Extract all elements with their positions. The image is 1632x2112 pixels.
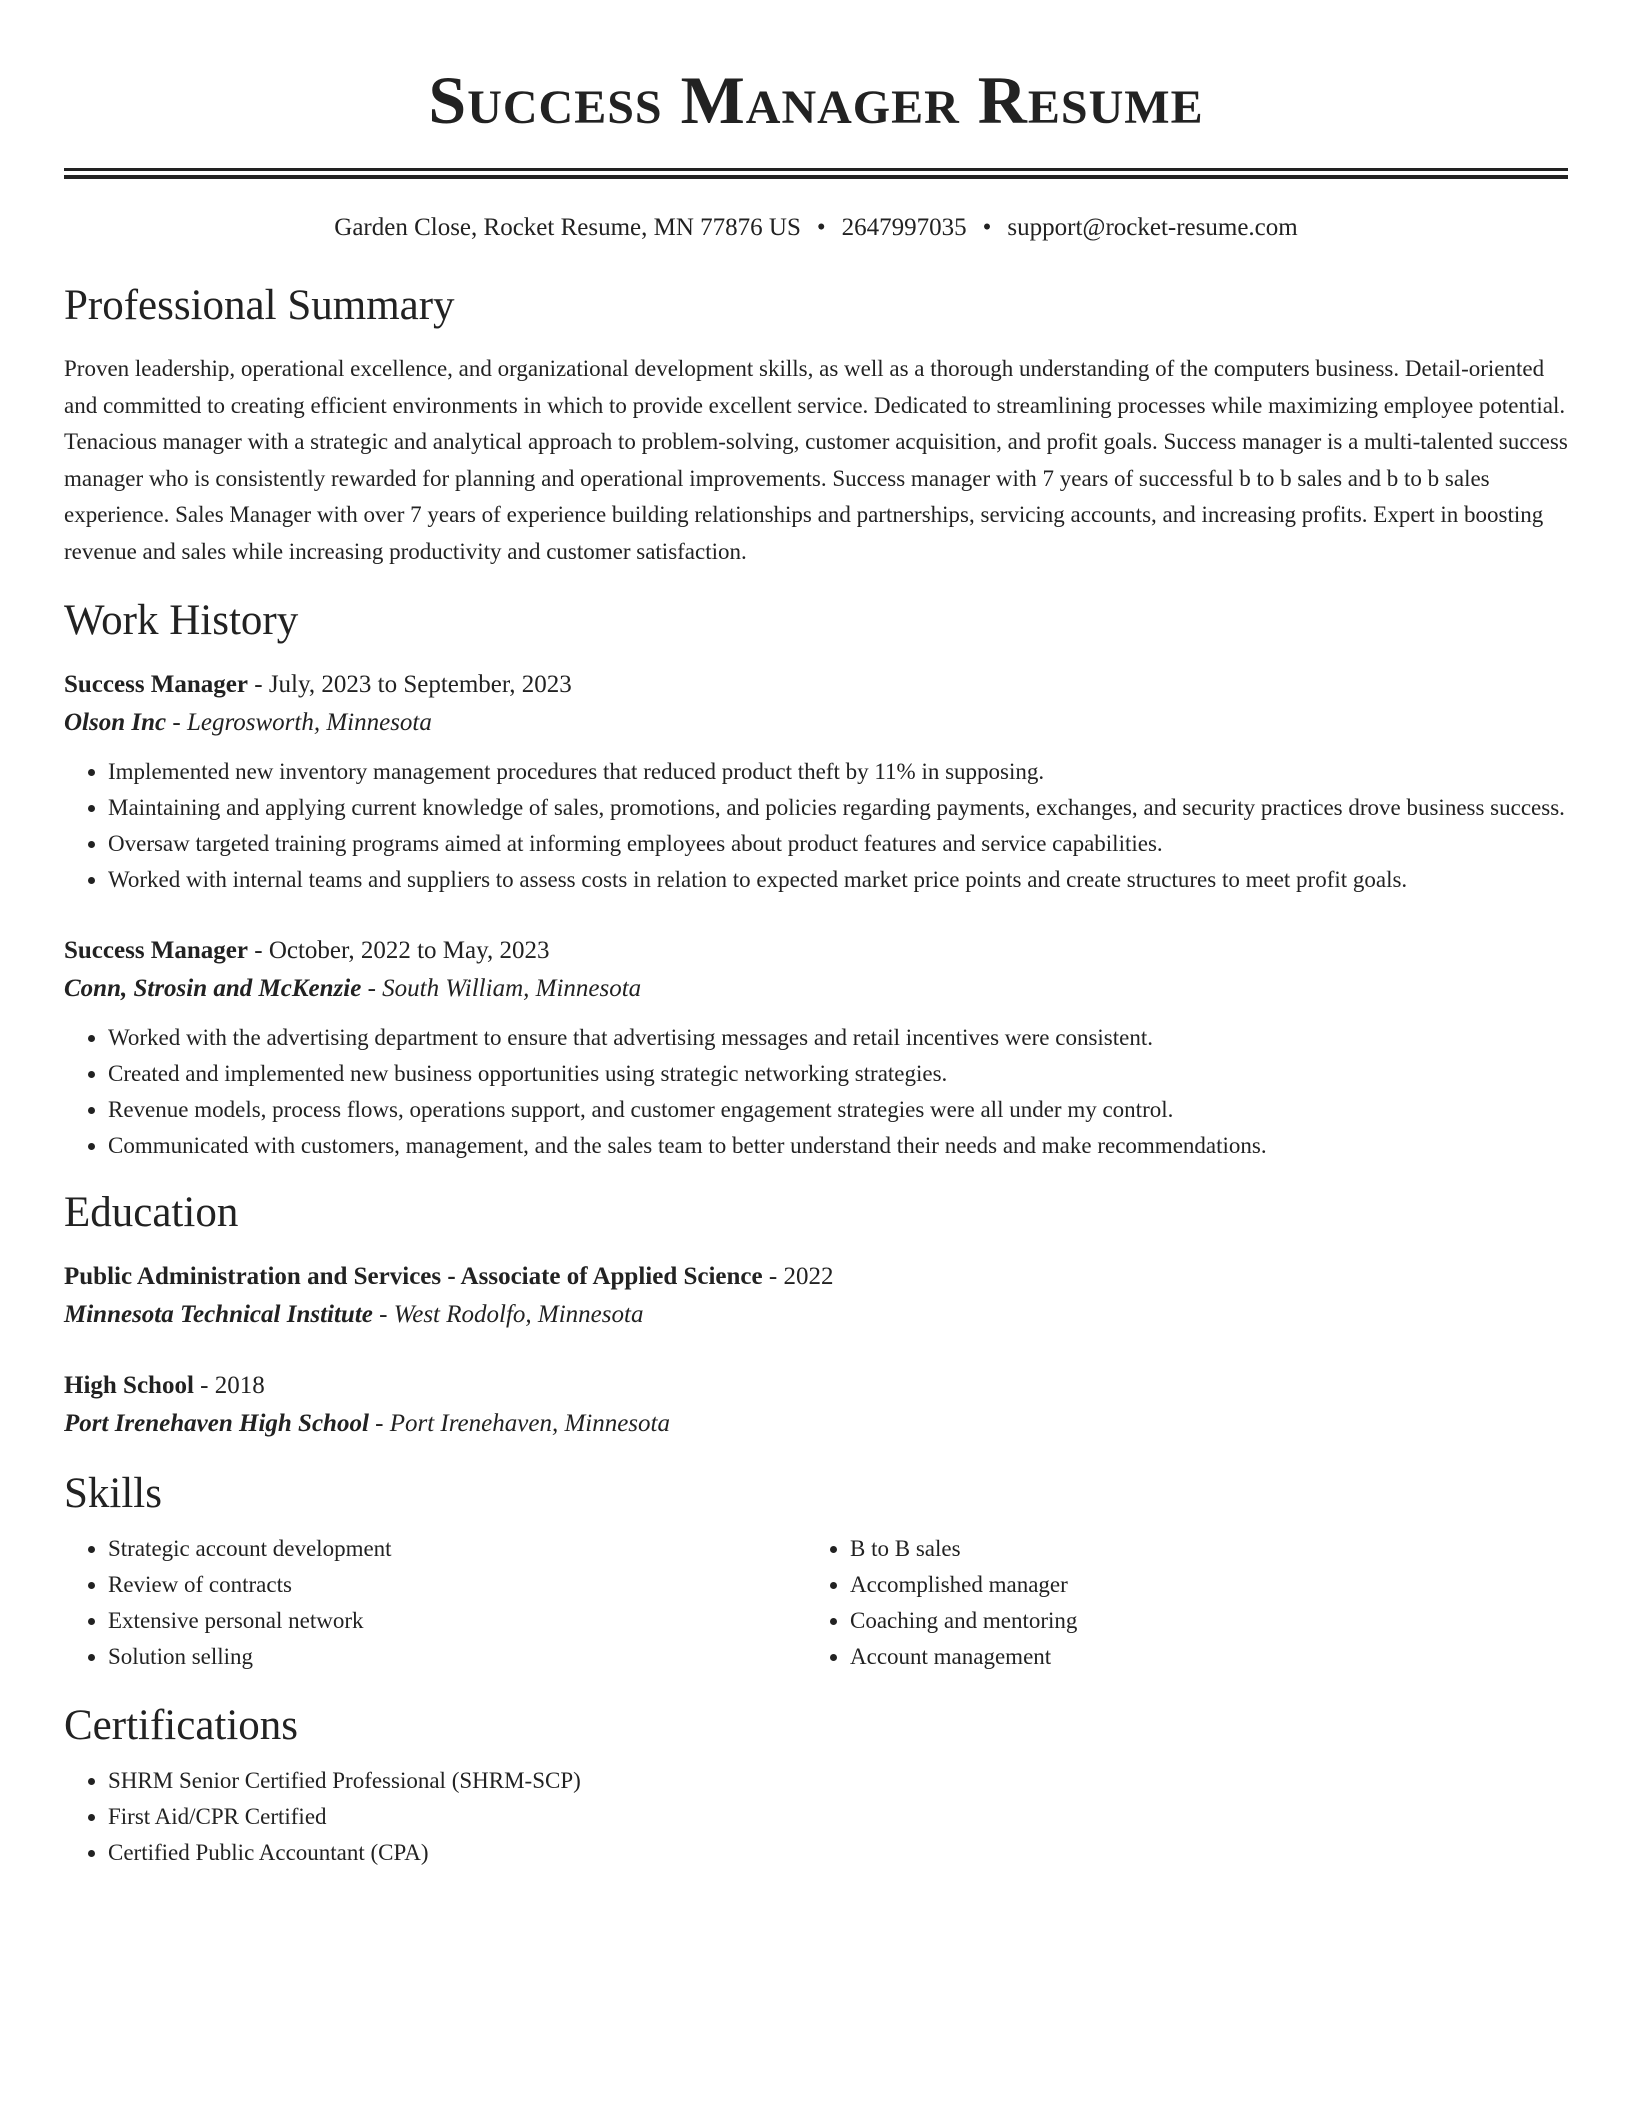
- education-entry: [64, 1258, 1568, 1334]
- education-school: Minnesota Technical Institute: [64, 1301, 373, 1328]
- summary-text: Proven leadership, operational excellence, and organizational development skills, as well as a thorough understanding of the computers business. Detail-oriented and committed to creating efficient environments in which to provide excellent service. Dedicated to streamlining processes while maximizing employee potential. Tenacious manager with a strategic and analytical approach to problem-solving, customer acquisition, and profit goals. Success manager is a multi-talented success manager who is consistently rewarded for planning and operational improvements. Success manager with 7 years of successful b to b sales and b to b sales experience. Sales Manager with over 7 years of experience building relationships and partnerships, servicing accounts, and increasing profits. Expert in boosting revenue and sales while increasing productivity and customer satisfaction.: [64, 356, 1568, 564]
- job-title: Success Manager: [64, 671, 248, 698]
- skill-item: • Coaching and mentoring: [850, 1603, 1548, 1639]
- job-bullet: • Worked with the advertising department to ensure that advertising messages and retail incentives were consistent.: [108, 1020, 1568, 1056]
- education-school-line: [64, 1296, 1568, 1334]
- skills-grid: [64, 1531, 1568, 1675]
- education-degree-line: [64, 1367, 1568, 1405]
- job-location: - South William, Minnesota: [361, 975, 642, 1002]
- summary-heading: Professional Summary: [64, 282, 455, 329]
- education-school: Port Irenehaven High School: [64, 1410, 369, 1437]
- education-degree: Public Administration and Services - Associate of Applied Science: [64, 1263, 763, 1290]
- job-bullet: • Maintaining and applying current knowledge of sales, promotions, and policies regarding payments, exchanges, and security practices drove business success.: [108, 790, 1568, 826]
- contact-separator: •: [816, 214, 826, 241]
- education-year: - 2018: [193, 1372, 265, 1399]
- certification-item: • Certified Public Accountant (CPA): [108, 1835, 1568, 1871]
- job-title-line: [64, 666, 1568, 704]
- job-title-line: [64, 932, 1568, 970]
- job-bullet: • Implemented new inventory management procedures that reduced product theft by 11% in supposing.: [108, 754, 1568, 790]
- job-title: Success Manager: [64, 937, 248, 964]
- job-bullets: [64, 1020, 1568, 1164]
- job-company: Olson Inc: [64, 709, 167, 736]
- education-location: - West Rodolfo, Minnesota: [372, 1301, 644, 1328]
- job-bullet: • Created and implemented new business opportunities using strategic networking strategies.: [108, 1056, 1568, 1092]
- job-company: Conn, Strosin and McKenzie: [64, 975, 362, 1002]
- resume-title: Success Manager Resume: [428, 62, 1204, 138]
- contact-separator: •: [982, 214, 992, 241]
- skills-column-left: [64, 1531, 806, 1675]
- job-bullet: • Communicated with customers, management, and the sales team to better understand their needs and make recommendations.: [108, 1128, 1568, 1164]
- work-history-heading: Work History: [64, 597, 299, 644]
- contact-address: Garden Close, Rocket Resume, MN 77876 US: [334, 214, 801, 241]
- skill-item: • Review of contracts: [108, 1567, 806, 1603]
- skills-heading: Skills: [64, 1470, 162, 1517]
- skill-item: • Account management: [850, 1639, 1548, 1675]
- job-dates: - July, 2023 to September, 2023: [248, 671, 572, 698]
- job-company-line: [64, 970, 1568, 1008]
- certifications-heading: Certifications: [64, 1702, 299, 1749]
- certification-item: • SHRM Senior Certified Professional (SHRM-SCP): [108, 1763, 1568, 1799]
- job-company-line: [64, 704, 1568, 742]
- certifications-list: [64, 1763, 1568, 1871]
- job-bullets: [64, 754, 1568, 898]
- job-dates: - October, 2022 to May, 2023: [248, 937, 550, 964]
- education-location: - Port Irenehaven, Minnesota: [368, 1410, 670, 1437]
- skills-column-right: [806, 1531, 1548, 1675]
- skill-item: • Extensive personal network: [108, 1603, 806, 1639]
- skill-item: • Strategic account development: [108, 1531, 806, 1567]
- education-entry: [64, 1367, 1568, 1443]
- contact-line: [64, 213, 1568, 243]
- certification-item: • First Aid/CPR Certified: [108, 1799, 1568, 1835]
- skill-item: • Accomplished manager: [850, 1567, 1548, 1603]
- job-entry: [64, 932, 1568, 1164]
- contact-phone: 2647997035: [841, 214, 967, 241]
- education-school-line: [64, 1405, 1568, 1443]
- job-location: - Legrosworth, Minnesota: [166, 709, 432, 736]
- job-bullet: • Revenue models, process flows, operations support, and customer engagement strategies were all under my control.: [108, 1092, 1568, 1128]
- job-bullet: • Worked with internal teams and suppliers to assess costs in relation to expected market price points and create structures to meet profit goals.: [108, 862, 1568, 898]
- education-degree-line: [64, 1258, 1568, 1296]
- contact-email: support@rocket-resume.com: [1007, 214, 1298, 241]
- job-bullet: • Oversaw targeted training programs aimed at informing employees about product features and service capabilities.: [108, 826, 1568, 862]
- education-degree: High School: [64, 1372, 194, 1399]
- education-heading: Education: [64, 1189, 239, 1236]
- education-year: - 2022: [762, 1263, 834, 1290]
- job-entry: [64, 666, 1568, 898]
- skill-item: • B to B sales: [850, 1531, 1548, 1567]
- header-double-rule: [64, 168, 1568, 179]
- skill-item: • Solution selling: [108, 1639, 806, 1675]
